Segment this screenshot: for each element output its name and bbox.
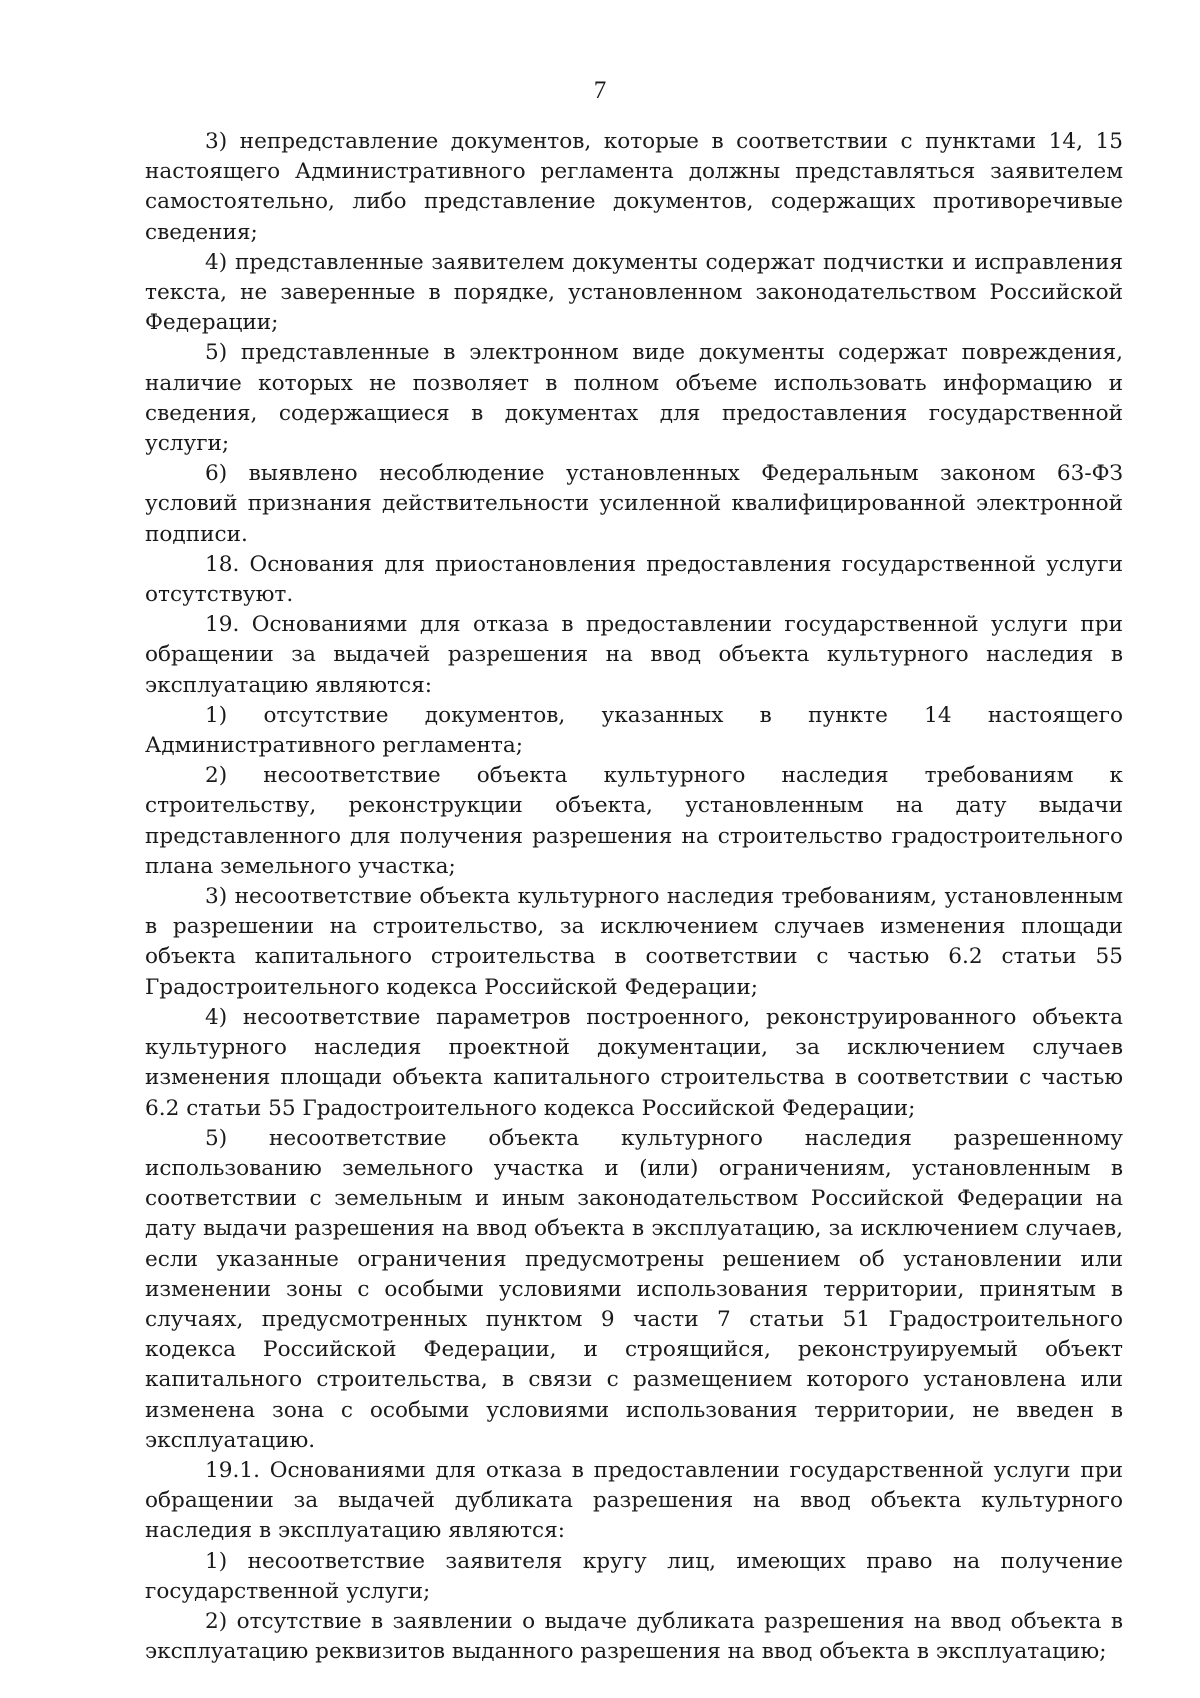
- paragraph: 5) несоответствие объекта культурного наследия разрешенному использованию земельного участка и (или) ограничениям, установленным в соответствии с земельным и иным законодательством Российской Федерации на дату выдачи разрешения на ввод объекта в эксплуатацию, за исключением случаев, если указанные ограничения предусмотрены решением об установлении или изменении зоны с особыми условиями использования территории, принятым в случаях, предусмотренных пунктом 9 части 7 статьи 51 Градостроительного кодекса Российской Федерации, и строящийся, реконструируемый объект капитального строительства, в связи с размещением которого установлена или изменена зона с особыми условиями использования территории, не введен в эксплуатацию.: [145, 1125, 1123, 1453]
- paragraph: 1) несоответствие заявителя кругу лиц, имеющих право на получение государственной услуги;: [145, 1548, 1123, 1604]
- paragraph: 6) выявлено несоблюдение установленных Федеральным законом 63-ФЗ условий признания действительности усиленной квалифицированной электронной подписи.: [145, 461, 1123, 547]
- paragraph: 2) отсутствие в заявлении о выдаче дубликата разрешения на ввод объекта в эксплуатацию реквизитов выданного разрешения на ввод объекта в эксплуатацию;: [145, 1608, 1123, 1665]
- paragraph: 4) несоответствие параметров построенного, реконструированного объекта культурного наследия проектной документации, за исключением случаев изменения площади объекта капитального строительства в соответствии с частью 6.2 статьи 55 Градостроительного кодекса Российской Федерации;: [145, 1004, 1123, 1121]
- paragraph: 4) представленные заявителем документы содержат подчистки и исправления текста, не заверенные в порядке, установленном законодательством Российской Федерации;: [145, 249, 1123, 336]
- paragraph: 1) отсутствие документов, указанных в пункте 14 настоящего Административного регламента;: [145, 702, 1123, 759]
- paragraph: 5) представленные в электронном виде документы содержат повреждения, наличие которых не позволяет в полном объеме использовать информацию и сведения, содержащиеся в документах для предоставления государственной услуги;: [145, 340, 1123, 457]
- page-number: 7: [593, 77, 607, 104]
- paragraph: 3) несоответствие объекта культурного наследия требованиям, установленным в разрешении на строительство, за исключением случаев изменения площади объекта капитального строительства в соответствии с частью 6.2 статьи 55 Градостроительного кодекса Российской Федерации;: [145, 884, 1123, 1000]
- paragraph: 19.1. Основаниями для отказа в предоставлении государственной услуги при обращении за выдачей дубликата разрешения на ввод объекта культурного наследия в эксплуатацию являются:: [145, 1457, 1123, 1544]
- paragraph: 19. Основаниями для отказа в предоставлении государственной услуги при обращении за выдачей разрешения на ввод объекта культурного наследия в эксплуатацию являются:: [145, 612, 1123, 698]
- paragraph: 18. Основания для приостановления предоставления государственной услуги отсутствуют.: [145, 551, 1123, 608]
- paragraph: 2) несоответствие объекта культурного наследия требованиям к строительству, реконструкции объекта, установленным на дату выдачи представленного для получения разрешения на строительство градостроительного плана земельного участка;: [145, 763, 1123, 879]
- document-body: [145, 127, 1123, 1667]
- paragraph: 3) непредставление документов, которые в соответствии с пунктами 14, 15 настоящего Административного регламента должны представляться заявителем самостоятельно, либо представление документов, содержащих противоречивые сведения;: [145, 129, 1123, 245]
